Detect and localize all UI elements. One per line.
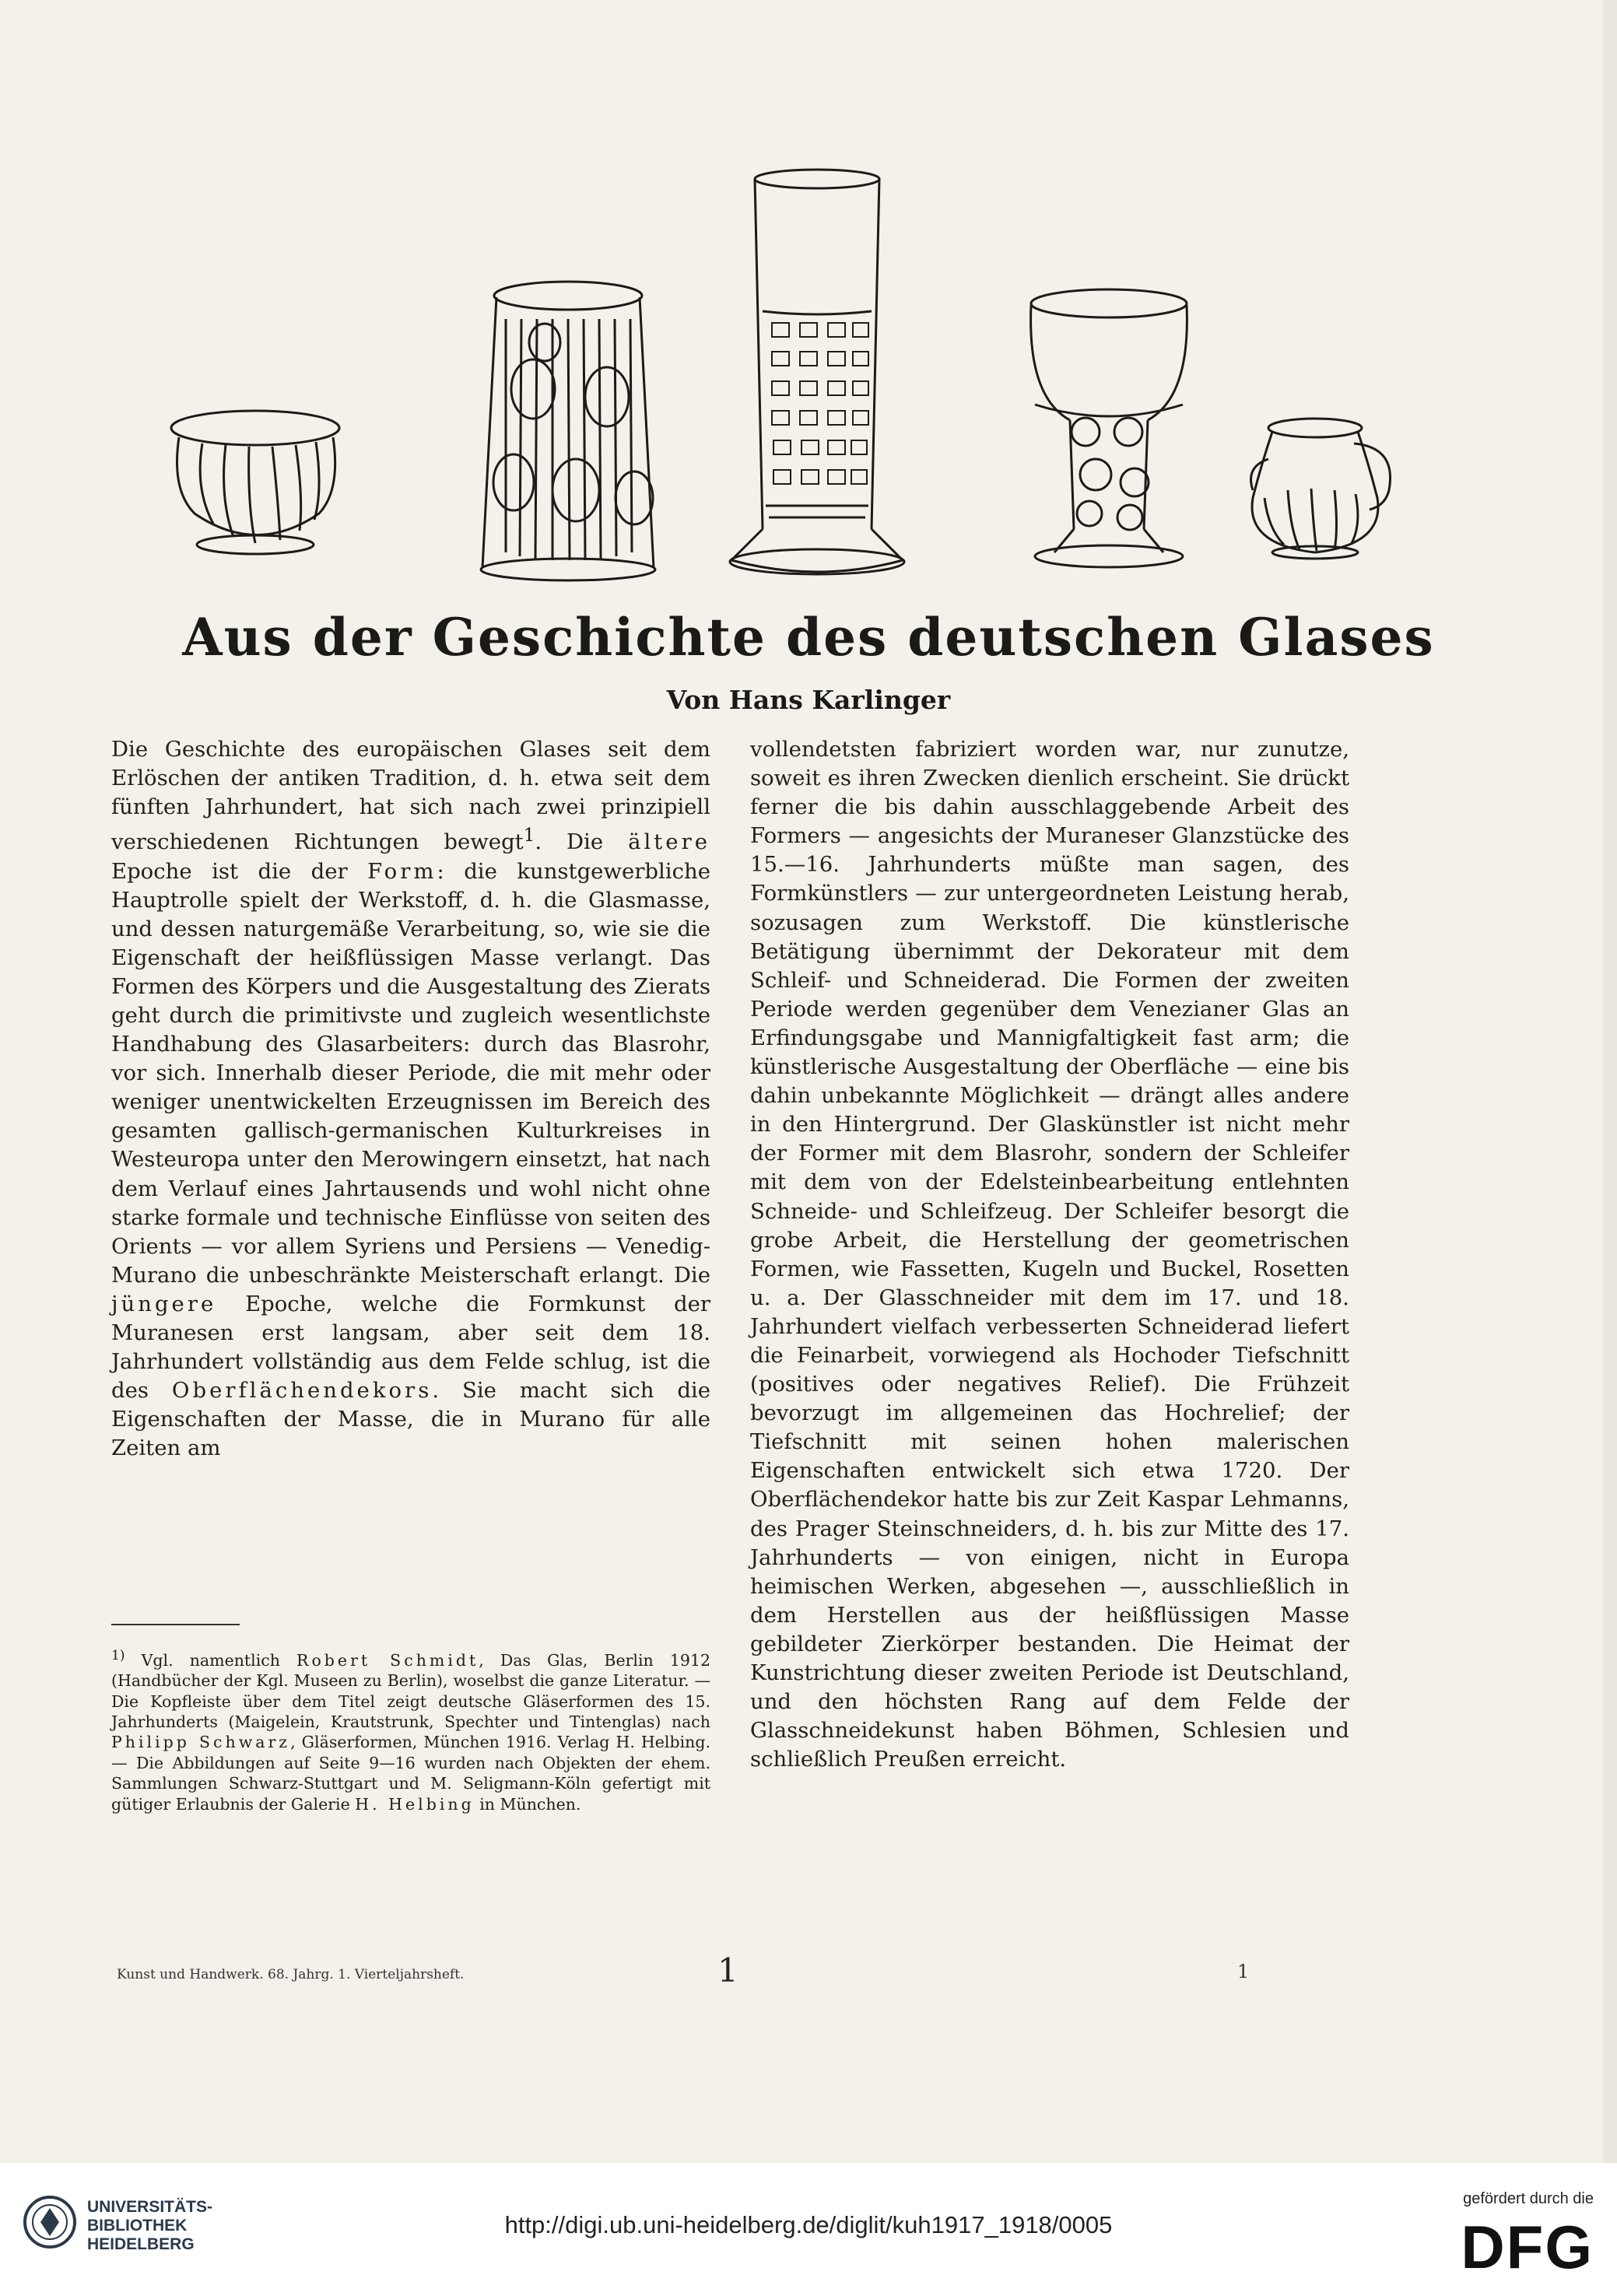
small-jug-icon — [1251, 419, 1391, 559]
text-run: Die Geschichte des europäischen Glases seit dem Erlöschen der antiken Tradition, d. h. etwa seit dem fünften Jahrhundert, hat sich nach zwei prinzipiell verschiedenen Richtungen bewegt — [111, 737, 710, 855]
permalink-url[interactable]: http://digi.ub.uni-heidelberg.de/diglit/kuh1917_1918/0005 — [504, 2211, 1113, 2238]
journal-footer: Kunst und Handwerk. 68. Jahrg. 1. Vierteljahrsheft. — [117, 1967, 465, 1982]
text-run: in München. — [474, 1794, 581, 1814]
text-run: : die kunstgewerbliche Hauptrolle spielt der Werkstoff, d. h. die Glasmasse, und dessen naturgemäße Verarbeitung, so, wie sie die Eigenschaft der heißflüssigen Masse verlangt. Das Formen des Körpers und die Ausgestaltung des Zierats geht durch die primitivste und zugleich wesentlichste Handhabung des Glasarbeiters: durch das Blasrohr, vor sich. Innerhalb dieser Periode, die mit mehr oder weniger unentwickelten Erzeugnissen im Bereich des gesamten gallisch-germanischen Kulturkreises in Westeuropa unter den Merowingern einsetzt, hat nach dem Verlauf eines Jahrtausends und wohl nicht ohne starke formale und technische Einflüsse von seiten des Orients — vor allem Syriens und Persiens — Venedig-Murano die unbeschränkte Meisterschaft erlangt. Die — [111, 858, 710, 1288]
article-title: Aus der Geschichte des deutschen Glases — [182, 607, 1435, 668]
spaced-term: Form — [367, 858, 437, 884]
text-run: Epoche, welche die Formkunst der Muranesen erst langsam, aber seit dem 18. Jahrhundert vollständig aus dem Felde schlug, ist die des — [111, 1291, 710, 1404]
spaced-term: Oberflächendekors — [171, 1378, 433, 1404]
text-run: . Die — [535, 829, 629, 855]
footnote-marker: 1) — [111, 1648, 125, 1663]
text-run: , Gläserformen, München 1916. Verlag H. Helbing. — Die Abbildungen auf Seite 9—16 wurden nach Objekten der ehem. Sammlungen Schwarz-Stuttgart und M. Seligmann-Köln gefertigt mit gütiger Erlaubnis der Galerie — [111, 1733, 711, 1814]
roemer-glass-icon — [1031, 289, 1187, 567]
stangenglas-icon — [730, 170, 904, 574]
krautstrunk-glass-icon — [481, 282, 655, 580]
signature-mark: 1 — [717, 1951, 738, 1989]
bowl-glass-icon — [171, 411, 339, 554]
article-byline: Von Hans Karlinger — [666, 685, 951, 715]
author-name: Philipp Schwarz — [111, 1733, 291, 1752]
footnote — [111, 1646, 710, 1814]
library-line: HEIDELBERG — [87, 2235, 195, 2253]
gallery-name: H. Helbing — [355, 1794, 475, 1814]
footnote-reference[interactable]: 1 — [523, 826, 535, 847]
header-illustration — [140, 163, 1463, 584]
author-name: Robert Schmidt — [296, 1650, 479, 1670]
page-number: 1 — [1237, 1961, 1250, 1982]
library-line: BIBLIOTHEK — [87, 2217, 188, 2235]
spaced-term: ältere — [628, 829, 710, 855]
text-run: . Sie macht sich die Eigenschaften der Masse, die in Murano für alle Zeiten am — [111, 1378, 710, 1461]
funded-by-label: gefördert durch die — [1463, 2190, 1594, 2207]
left-column-text — [111, 735, 710, 1583]
text-run: Epoche ist die der — [111, 858, 368, 884]
dfg-logo[interactable]: DFG — [1461, 2213, 1594, 2281]
right-column-text: vollendetsten fabriziert worden war, nur zunutze, soweit es ihren Zwecken dienlich erscheint. Sie drückt ferner die bis dahin ausschlaggebende Arbeit des Formers — angesichts der Muraneser Glanzstücke des 15.—16. Jahrhunderts müßte man sagen, des Formkünstlers — zur untergeordneten Leistung herab, sozusagen zum Werkstoff. Die künstlerische Betätigung übernimmt der Dekorateur mit dem Schleif- und Schneiderad. Die Formen der zweiten Periode werden gegenüber dem Venezianer Glas an Erfindungsgabe und Mannigfaltigkeit fast arm; die künstlerische Ausgestaltung der Oberfläche — eine bis dahin unbekannte Möglichkeit — drängt alles andere in den Hintergrund. Der Glaskünstler ist nicht mehr der Former mit dem Blasrohr, sondern der Schleifer mit dem von der Edelsteinbearbeitung entlehnten Schneide- und Schleifzeug. Der Schleifer besorgt die grobe Arbeit, die Herstellung der geometrischen Formen, wie Fassetten, Kugeln und Buckel, Rosetten u. a. Der Glasschneider mit dem im 17. und 18. Jahrhundert vielfach verbesserten Schneiderad liefert die Feinarbeit, vorwiegend als Hochoder Tiefschnitt (positives oder negatives Relief). Die Frühzeit bevorzugt im allgemeinen das Hochrelief; der Tiefschnitt mit seinen hohen malerischen Eigenschaften entwickelt sich etwa 1720. Der Oberflächendekor hatte bis zur Zeit Kaspar Lehmanns, des Prager Steinschneiders, d. h. bis zur Mitte des 17. Jahrhunderts — von einigen, nicht in Europa heimischen Werken, abgesehen —, ausschließlich in dem Herstellen aus der heißflüssigen Masse gebildeter Zierkörper bestanden. Die Heimat der Kunstrichtung dieser zweiten Periode ist Deutschland, und den höchsten Rang auf dem Felde der Glasschneidekunst haben Böhmen, Schlesien und schließlich Preußen erreicht. — [750, 737, 1349, 1772]
page-edge — [1603, 0, 1617, 2163]
text-run: Vgl. namentlich — [125, 1650, 297, 1670]
text-run: , Das Glas, Berlin 1912 (Handbücher der Kgl. Museen zu Berlin), woselbst die ganze Literatur. — Die Kopfleiste über dem Titel zeigt deutsche Gläserformen des 15. Jahrhunderts (Maigelein, Krautstrunk, Spechter und Tintenglas) nach — [111, 1650, 710, 1732]
footnote-divider — [111, 1624, 240, 1625]
spaced-term: jüngere — [111, 1291, 217, 1316]
library-line: UNIVERSITÄTS- — [87, 2198, 213, 2216]
